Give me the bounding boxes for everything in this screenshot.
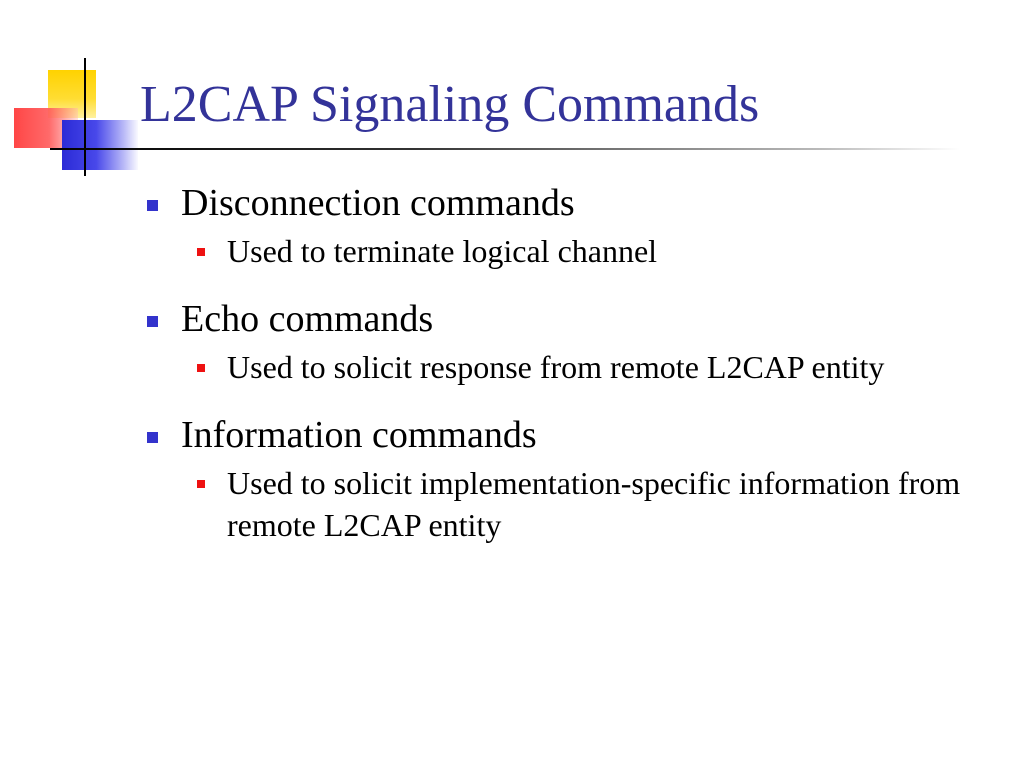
sub-bullet-item: [191, 346, 965, 388]
sub-bullet-text: Used to terminate logical channel: [227, 233, 658, 269]
square-bullet-icon: [197, 480, 205, 488]
slide-logo-decoration: [0, 0, 160, 200]
logo-vertical-line: [84, 58, 86, 176]
sub-bullet-item: [191, 462, 965, 546]
square-bullet-icon: [197, 364, 205, 372]
bullet-list: [145, 180, 965, 570]
logo-blue-square: [62, 120, 138, 170]
bullet-item-information: [145, 412, 965, 458]
sub-bullet-text: Used to solicit response from remote L2CAP entity: [227, 349, 885, 385]
sub-bullet-item: [191, 230, 965, 272]
square-bullet-icon: [147, 316, 158, 327]
square-bullet-icon: [147, 200, 158, 211]
bullet-item-echo: [145, 296, 965, 342]
title-underline: [50, 148, 960, 150]
square-bullet-icon: [147, 432, 158, 443]
bullet-text: Disconnection commands: [181, 182, 575, 224]
square-bullet-icon: [197, 248, 205, 256]
bullet-text: Echo commands: [181, 298, 434, 340]
bullet-item-disconnection: [145, 180, 965, 226]
bullet-text: Information commands: [181, 414, 537, 456]
slide-title: L2CAP Signaling Commands: [140, 76, 760, 133]
sub-bullet-text: Used to solicit implementation-specific information from remote L2CAP entity: [227, 465, 961, 543]
